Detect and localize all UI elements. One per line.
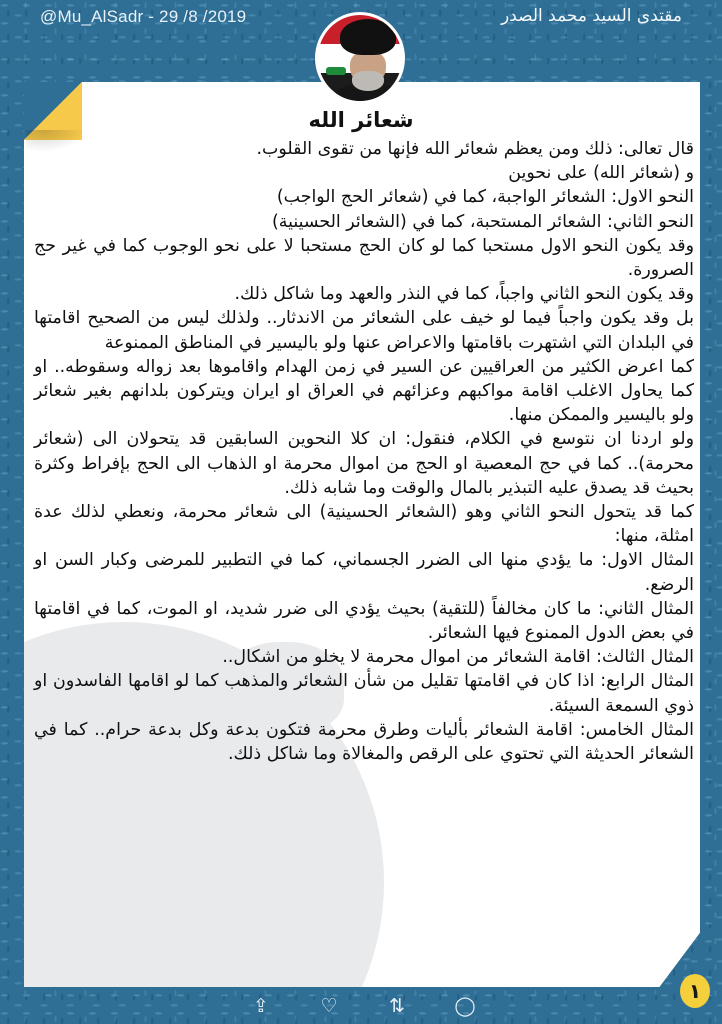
post-title: شعائر الله <box>308 108 414 132</box>
paragraph: النحو الثاني: الشعائر المستحبة، كما في (الشعائر الحسينية) <box>272 211 694 232</box>
page-number-badge: ١ <box>680 974 710 1008</box>
paragraph: قال تعالى: ذلك ومن يعظم شعائر الله فإنها من تقوى القلوب. <box>256 139 694 159</box>
paragraph: ولو اردنا ان نتوسع في الكلام، فنقول: ان كلا النحوين السابقين قد يتحولان الى (شعائر محرمة).. كما في حج المعصية او الحج من اموال محرمة او الذهاب الى الحج بإفراط وكثرة بحيث قد يصدق عليه التبذير بالمال والوقت وما شابه ذلك. <box>34 429 694 498</box>
share-icon[interactable]: ⇪ <box>253 995 269 1017</box>
paragraph: وقد يكون النحو الثاني واجباً، كما في النذر والعهد وما شاكل ذلك. <box>234 284 694 305</box>
post-body <box>34 137 694 766</box>
paragraph: كما قد يتحول النحو الثاني وهو (الشعائر الحسينية) الى شعائر محرمة، ونعطي لذلك عدة امثلة، منها: <box>34 502 694 547</box>
avatar <box>315 12 405 104</box>
avatar-beard <box>352 71 384 91</box>
paragraph: المثال الثالث: اقامة الشعائر من اموال محرمة لا يخلو من اشكال.. <box>222 647 694 668</box>
paragraph: و (شعائر الله) على نحوين <box>508 163 694 184</box>
avatar-turban <box>340 19 396 55</box>
like-heart-icon[interactable]: ♡ <box>320 995 338 1017</box>
handle-and-date: @Mu_AlSadr - 29 /8 /2019 <box>40 7 247 26</box>
paragraph: المثال الثاني: ما كان مخالفاً (للتقية) بحيث يؤدي الى ضرر شديد، او الموت، كما في اقامتها في بعض الدول الممنوع فيها الشعائر. <box>34 598 694 644</box>
paragraph: المثال الرابع: اذا كان في اقامتها تقليل من شأن الشعائر والمذهب كما لو اقامها الفاسدون او ذوي السمعة السيئة. <box>34 671 694 716</box>
paragraph: وقد يكون النحو الاول مستحبا كما لو كان الحج مستحبا لا على نحو الوجوب كما في غير حج الصرورة. <box>34 235 694 281</box>
paragraph: النحو الاول: الشعائر الواجبة، كما في (شعائر الحج الواجب) <box>276 187 694 208</box>
paragraph: المثال الخامس: اقامة الشعائر بأليات وطرق محرمة فتكون بدعة وكل بدعة حرام.. كما في الشعائر الحديثة التي تحتوي على الرقص والمغالاة وما شاكل ذلك. <box>34 719 694 765</box>
paragraph: المثال الاول: ما يؤدي منها الى الضرر الجسماني، كما في التطبير للمرضى وكبار السن او الرضع. <box>34 550 694 595</box>
paragraph: بل وقد يكون واجباً فيما لو خيف على الشعائر من الاندثار.. ولذلك ليس من الصحيح اقامتها في البلدان التي اشتهرت باقامتها والاعراض عنها ولو باليسير في المناطق الممنوعة <box>34 308 694 353</box>
paragraph: كما اعرض الكثير من العراقيين عن السير في زمن الهدام واقاموها بعد زواله وسقوطه.. او كما يحاول الاغلب اقامة مواكبهم وعزائهم في العراق او ايران ويتركون بلدانهم بغير شعائر ولو باليسير والممكن منها. <box>34 356 694 426</box>
author-name: مقتدى السيد محمد الصدر <box>500 6 682 26</box>
reply-bubble-icon[interactable]: ◯ <box>454 995 476 1017</box>
tweet-actions <box>0 994 722 1018</box>
flag-emblem <box>326 67 346 75</box>
retweet-icon[interactable]: ⇅ <box>389 995 405 1017</box>
